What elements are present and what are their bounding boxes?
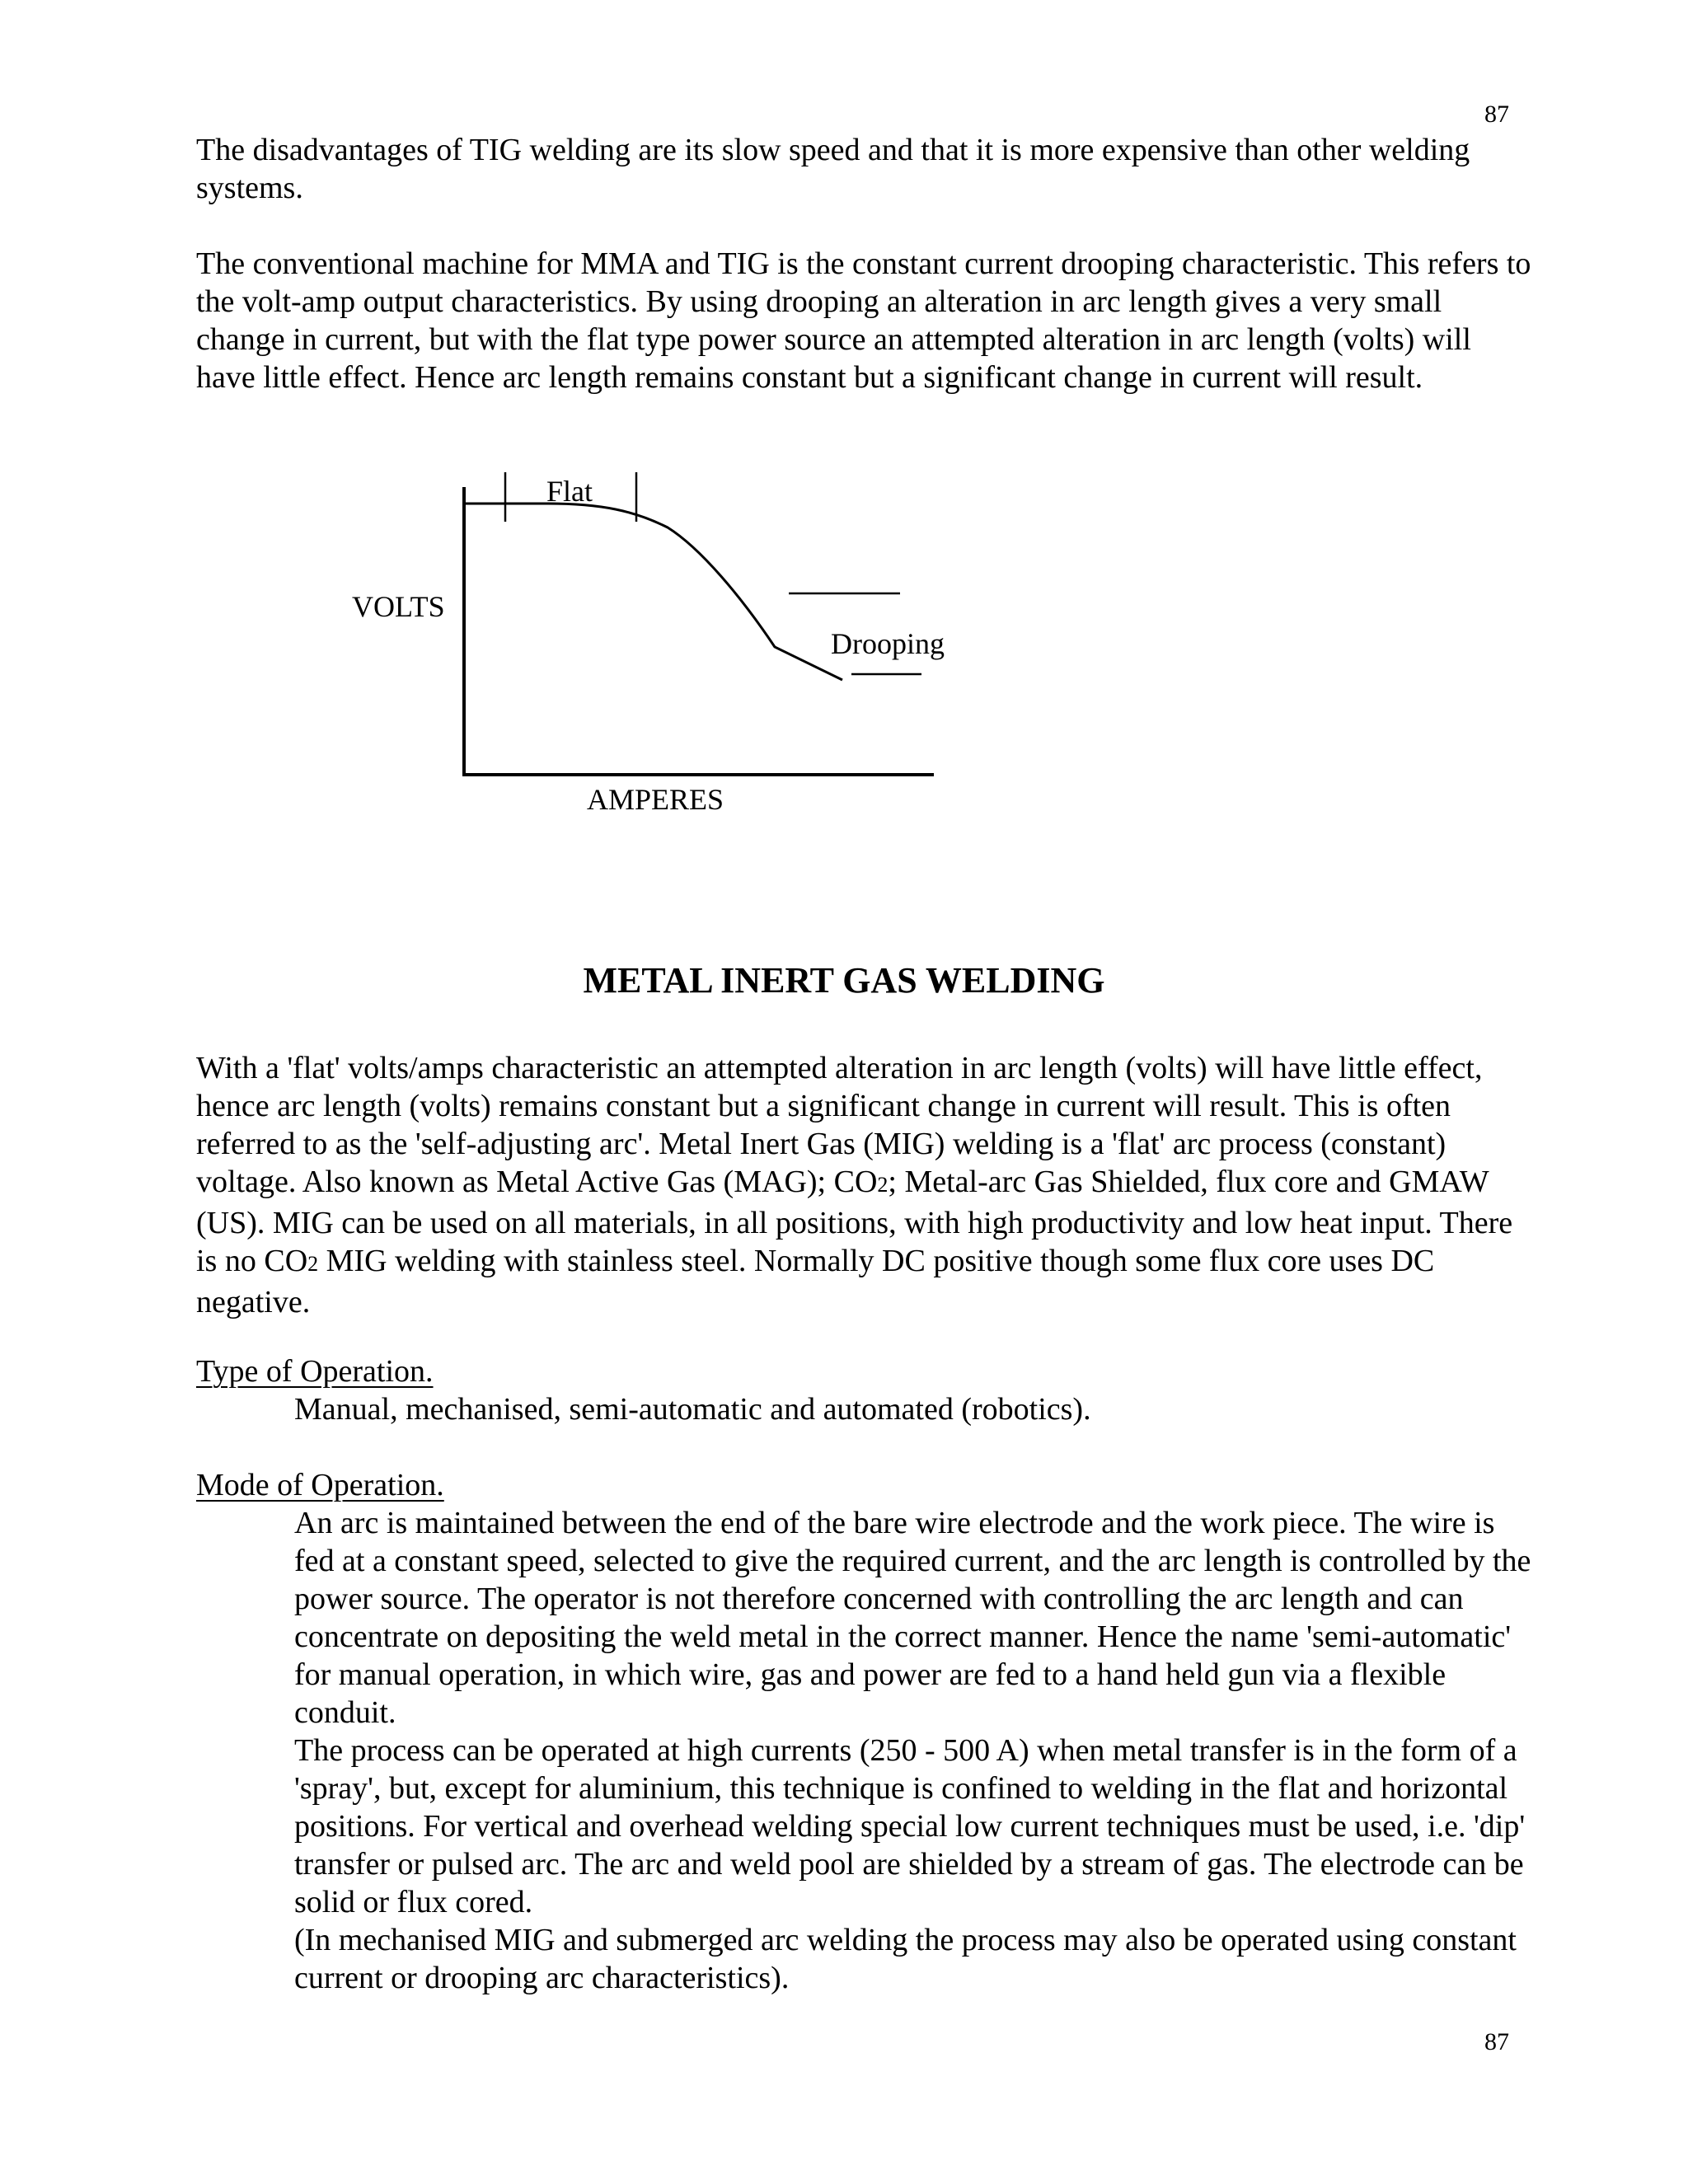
type-of-operation-text: Manual, mechanised, semi-automatic and automated (robotics). — [294, 1392, 1091, 1427]
conventional-machine-paragraph: The conventional machine for MMA and TIG is the constant current drooping characteristic. This refers to the volt-amp output characteristics. By using drooping an alteration in arc length gives a very small change in current, but with the flat type power source an attempted alteration in arc length (volts) will have little effect. Hence arc length remains constant but a significant change in current will result. — [196, 246, 1531, 395]
mig-section-heading: METAL INERT GAS WELDING — [583, 960, 1105, 1001]
page-number-top: 87 — [1484, 101, 1509, 128]
intro-paragraph: The disadvantages of TIG welding are its slow speed and that it is more expensive than other welding systems. — [196, 133, 1470, 205]
volts-axis-label: VOLTS — [352, 590, 445, 623]
type-of-operation-heading: Type of Operation. — [196, 1354, 434, 1389]
mode-of-operation-text-3: (In mechanised MIG and submerged arc welding the process may also be operated using constant current or drooping arc characteristics). — [294, 1923, 1517, 1995]
volt-amp-characteristic-diagram — [330, 457, 1006, 837]
mig-paragraph — [196, 1049, 1531, 1321]
mode-of-operation-text-1: An arc is maintained between the end of the bare wire electrode and the work piece. The wire is fed at a constant speed, selected to give the required current, and the arc length is controlled by the power source. The operator is not therefore concerned with controlling the arc length and can concentrate on depositing the weld metal in the correct manner. Hence the name 'semi-automatic' for manual operation, in which wire, gas and power are fed to a hand held gun via a flexible conduit. — [294, 1506, 1531, 1730]
mig-text-part-2: ; Metal-arc Gas Shielded, flux core and GMAW (US). MIG can be used on all materials, in all positions, with high productivity and low heat input. There is no CO — [196, 1165, 1513, 1278]
co2-subscript-2: 2 — [307, 1252, 319, 1276]
mode-of-operation-text-2: The process can be operated at high currents (250 - 500 A) when metal transfer is in the form of a 'spray', but, except for aluminium, this technique is confined to welding in the flat and horizontal positions. For vertical and overhead welding special low current techniques must be used, i.e. 'dip' transfer or pulsed arc. The arc and weld pool are shielded by a stream of gas. The electrode can be solid or flux cored. — [294, 1733, 1526, 1919]
co2-subscript-1: 2 — [877, 1173, 889, 1197]
page-number-bottom: 87 — [1484, 2028, 1509, 2055]
flat-label: Flat — [546, 475, 593, 508]
mode-of-operation-heading: Mode of Operation. — [196, 1468, 444, 1502]
mig-text-part-1: With a 'flat' volts/amps characteristic an attempted alteration in arc length (volts) will have little effect, hence arc length (volts) remains constant but a significant change in current will result. This is often referred to as the 'self-adjusting arc'. Metal Inert Gas (MIG) welding is a 'flat' arc process (constant) voltage. Also known as Metal Active Gas (MAG); CO — [196, 1051, 1483, 1199]
amperes-axis-label: AMPERES — [587, 783, 724, 816]
mig-text-part-3: MIG welding with stainless steel. Normally DC positive though some flux core uses DC negative. — [196, 1244, 1435, 1319]
drooping-label: Drooping — [831, 627, 945, 660]
characteristic-curve — [464, 504, 842, 680]
